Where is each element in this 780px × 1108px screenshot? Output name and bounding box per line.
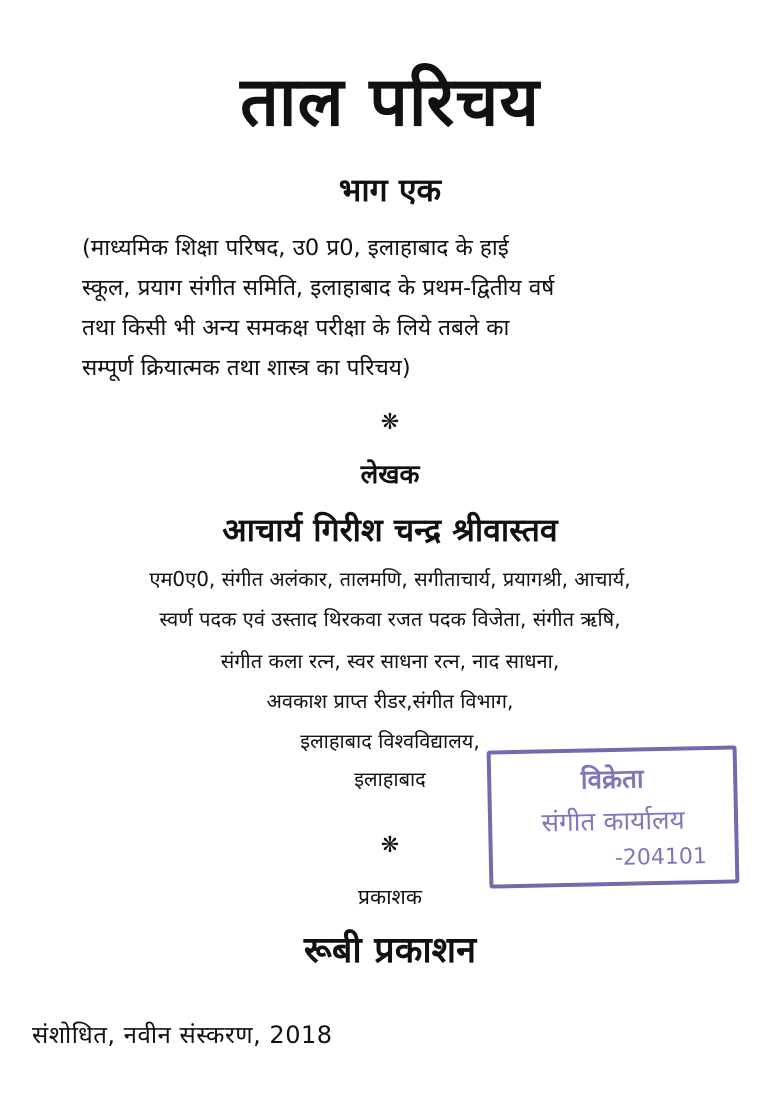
description-line: (माध्यमिक शिक्षा परिषद, उ0 प्र0, इलाहाबाद के हाई: [82, 235, 509, 261]
book-description: [82, 228, 712, 388]
stamp-line: विक्रेता: [580, 764, 644, 796]
author-credential: इलाहाबाद विश्वविद्यालय,: [300, 729, 480, 753]
author-credential: संगीत कला रत्न, स्वर साधना रत्न, नाद साधना,: [220, 649, 560, 673]
description-line: सम्पूर्ण क्रियात्मक तथा शास्त्र का परिचय): [82, 355, 411, 381]
author-name: आचार्य गिरीश चन्द्र श्रीवास्तव: [222, 511, 558, 549]
stamp-line: -204101: [614, 844, 708, 871]
author-credential: स्वर्ण पदक एवं उस्ताद थिरकवा रजत पदक विजेता, संगीत ऋषि,: [159, 607, 621, 631]
author-credential: एम0ए0, संगीत अलंकार, तालमणि, सगीताचार्य, प्रयागश्री, आचार्य,: [149, 567, 631, 591]
stamp-line: संगीत कार्यालय: [541, 805, 686, 839]
book-part: भाग एक: [338, 171, 442, 209]
edition-text: संशोधित, नवीन संस्करण, 2018: [32, 1021, 333, 1049]
ornament-icon: ❋: [380, 833, 400, 858]
description-line: तथा किसी भी अन्य समकक्ष परीक्षा के लिये तबले का: [82, 315, 510, 341]
author-credential: अवकाश प्राप्त रीडर,संगीत विभाग,: [266, 689, 514, 713]
seller-stamp: [487, 745, 740, 888]
author-credential: इलाहाबाद: [354, 767, 426, 791]
author-label: लेखक: [360, 460, 420, 490]
publisher-label: प्रकाशक: [358, 885, 422, 909]
publisher-name: रूबी प्रकाशन: [303, 930, 477, 971]
book-title: ताल परिचय: [240, 63, 540, 142]
description-line: स्कूल, प्रयाग संगीत समिति, इलाहाबाद के प्रथम-द्वितीय वर्ष: [82, 275, 555, 301]
ornament-icon: ❋: [380, 410, 400, 435]
